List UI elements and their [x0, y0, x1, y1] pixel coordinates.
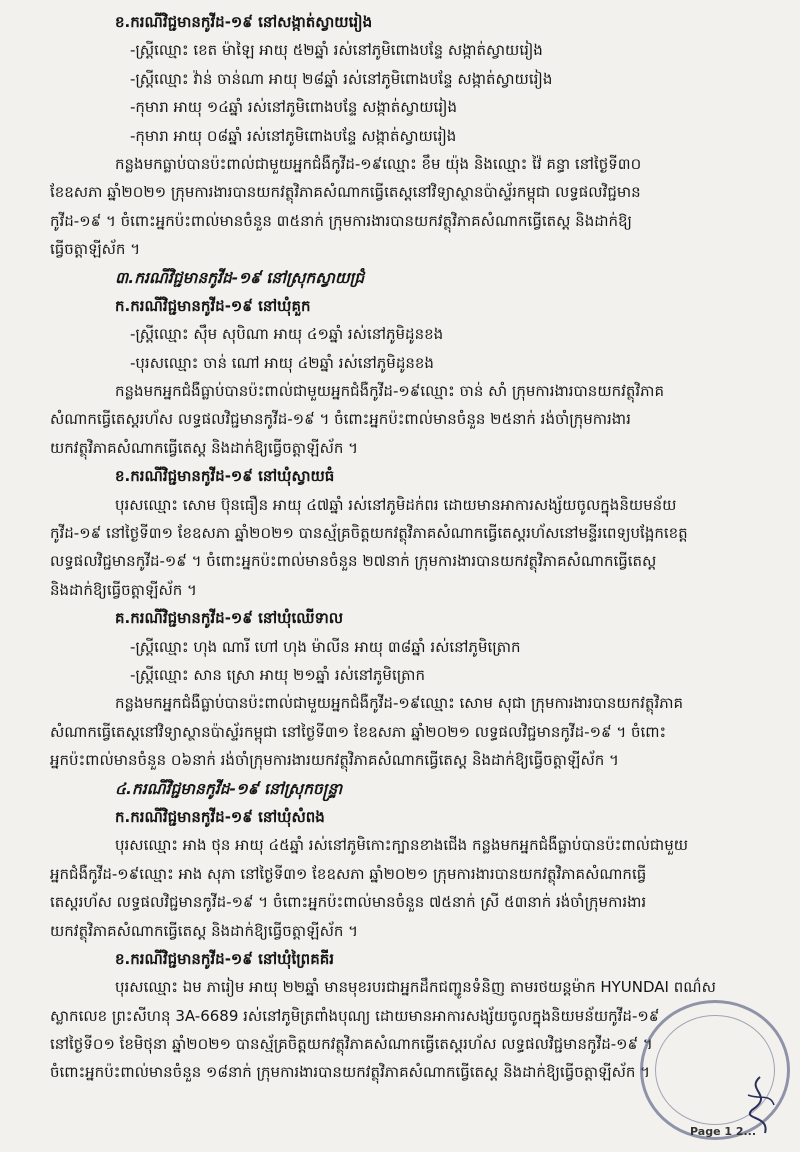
- paragraph-line: តេស្តរហ័ស លទ្ធផលវិជ្ជមានកូវីដ-១៩ ។ ចំពោះអ្នកប៉ះពាល់មានចំនួន ៧៥នាក់ ស្រី ៥៣នាក់ រង់ចាំក្រុមការងារ: [50, 893, 647, 912]
- paragraph-line: -ស្ត្រីឈ្មោះ សាន ស្រោ អាយុ ២១ឆ្នាំ រស់នៅភូមិត្រោក: [130, 665, 425, 684]
- subsection-heading: ខ.ករណីវិជ្ជមានកូវីដ-១៩ នៅសង្កាត់ស្វាយរៀង: [115, 13, 373, 31]
- paragraph-line: យកវត្ថុវិភាគសំណាកធ្វើតេស្ត និងដាក់ឱ្យធ្វើចត្តាឡីស័ក ។: [50, 438, 359, 457]
- paragraph-line: កន្លងមកធ្លាប់បានប៉ះពាល់ជាមួយអ្នកជំងឺកូវីដ-១៩ឈ្មោះ ខឹម យ៉ុង និងឈ្មោះ វ៉ៃ គន្ធា នៅថ្ងៃទី៣០: [115, 154, 642, 173]
- paragraph-line: ស្លាកលេខ ព្រះសីហនុ 3A-6689 រស់នៅភូមិត្រពាំងបុណ្យ ដោយមានអាការសង្ស័យចូលក្នុងនិយមន័យកូវីដ-១៩: [50, 1006, 660, 1025]
- paragraph-line: សំណាកធ្វើតេស្តនៅវិទ្យាស្ថានប៉ាស្ទ័រកម្ពុជា នៅថ្ងៃទី៣១ ខែឧសភា ឆ្នាំ២០២១ លទ្ធផលវិជ្ជមានកូវីដ-១៩ ។ ចំពោះ: [50, 722, 667, 741]
- paragraph-line: -ស្ត្រីឈ្មោះ វ៉ាន់ ចាន់ណា អាយុ ២៨ឆ្នាំ រស់នៅភូមិពោងបន្ទែ សង្កាត់ស្វាយរៀង: [130, 69, 553, 88]
- paragraph-line: នៅថ្ងៃទី០១ ខែមិថុនា ឆ្នាំ២០២១ បានស្ម័គ្រចិត្តយកវត្ថុវិភាគសំណាកធ្វើតេស្តរហ័ស លទ្ធផលវិជ្ជមានកូវីដ-១៩ ។: [50, 1035, 653, 1054]
- paragraph-line: បុរសឈ្មោះ អាង ថុន អាយុ ៤៥ឆ្នាំ រស់នៅភូមិកោះក្បានខាងជើង កន្លងមកអ្នកជំងឺធ្លាប់បានប៉ះពាល់ជាមួយ: [115, 836, 689, 855]
- official-seal-stamp: [640, 1000, 790, 1140]
- subsection-heading: ក.ករណីវិជ្ជមានកូវីដ-១៩ នៅឃុំសំពង: [115, 807, 325, 826]
- paragraph-line: -ស្ត្រីឈ្មោះ ខេត ម៉ាឡៃ អាយុ ៥២ឆ្នាំ រស់នៅភូមិពោងបន្ទែ សង្កាត់ស្វាយរៀង: [130, 41, 543, 60]
- section-heading: ៣.ករណីវិជ្ជមានកូវីដ-១៩ នៅស្រុកស្វាយជ្រំ: [115, 268, 365, 287]
- paragraph-line: -បុរសឈ្មោះ ចាន់ ណៅ អាយុ ៤២ឆ្នាំ រស់នៅភូមិដូនខង: [130, 353, 434, 372]
- paragraph-line: អ្នកប៉ះពាល់មានចំនួន ០៦នាក់ រង់ចាំក្រុមការងារយកវត្ថុវិភាគសំណាកធ្វើតេស្ត និងដាក់ឱ្យធ្វើចត្តាឡីស័ក ។: [50, 751, 619, 770]
- paragraph-line: -កុមារា អាយុ ១៤ឆ្នាំ រស់នៅភូមិពោងបន្ទែ សង្កាត់ស្វាយរៀង: [130, 98, 458, 117]
- paragraph-line: កន្លងមកអ្នកជំងឺធ្លាប់បានប៉ះពាល់ជាមួយអ្នកជំងឺកូវីដ-១៩ឈ្មោះ សោម សុជា ក្រុមការងារបានយកវត្ថុវិភាគ: [115, 694, 684, 713]
- paragraph-line: យកវត្ថុវិភាគសំណាកធ្វើតេស្ត និងដាក់ឱ្យធ្វើចត្តាឡីស័ក ។: [50, 921, 359, 940]
- subsection-heading: ខ.ករណីវិជ្ជមានកូវីដ-១៩ នៅឃុំស្វាយធំ: [115, 467, 335, 486]
- subsection-heading: ក.ករណីវិជ្ជមានកូវីដ-១៩ នៅឃុំគួក: [115, 296, 311, 315]
- paragraph-line: លទ្ធផលវិជ្ជមានកូវីដ-១៩ ។ ចំពោះអ្នកប៉ះពាល់មានចំនួន ២៧នាក់ ក្រុមការងារបានយកវត្ថុវិភាគសំណាកធ្វើតេស្ត: [50, 552, 657, 571]
- paragraph-line: សំណាកធ្វើតេស្តរហ័ស លទ្ធផលវិជ្ជមានកូវីដ-១៩ ។ ចំពោះអ្នកប៉ះពាល់មានចំនួន ២៥នាក់ រង់ចាំក្រុមការងារ: [50, 410, 631, 429]
- paragraph-line: បុរសឈ្មោះ ឯម ភារៀម អាយុ ២២ឆ្នាំ មានមុខរបរជាអ្នកដឹកជញ្ជូនទំនិញ តាមរថយន្តម៉ាក HYUNDAI ពណ៌ស: [115, 978, 716, 997]
- document-body: [20, 8, 780, 1087]
- paragraph-line: ខែឧសភា ឆ្នាំ២០២១ ក្រុមការងារបានយកវត្ថុវិភាគសំណាកធ្វើតេស្តនៅវិទ្យាស្ថានប៉ាស្ទ័រកម្ពុជា លទ្ធផលវិជ្ជមាន: [50, 183, 641, 202]
- subsection-heading: ខ.ករណីវិជ្ជមានកូវីដ-១៩ នៅឃុំព្រៃគគីរ: [115, 949, 335, 968]
- paragraph-line: -ស្ត្រីឈ្មោះ ស៊ឹម សុបិណា អាយុ ៤១ឆ្នាំ រស់នៅភូមិដូនខង: [130, 325, 444, 344]
- paragraph-line: ធ្វើចត្តាឡីស័ក ។: [50, 240, 141, 259]
- paragraph-line: កូវីដ-១៩ ។ ចំពោះអ្នកប៉ះពាល់មានចំនួន ៣៥នាក់ ក្រុមការងារបានយកវត្ថុវិភាគសំណាកធ្វើតេស្ត និងដាក់ឱ្យ: [50, 211, 633, 230]
- paragraph-line: កូវីដ-១៩ នៅថ្ងៃទី៣១ ខែឧសភា ឆ្នាំ២០២១ បានស្ម័គ្រចិត្តយកវត្ថុវិភាគសំណាកធ្វើតេស្តរហ័សនៅមន្ទីរពេទ្យបង្អែកខេត្ត: [50, 524, 688, 543]
- page-number: Page 1 2...: [690, 1125, 757, 1138]
- paragraph-line: និងដាក់ឱ្យធ្វើចត្តាឡីស័ក ។: [50, 580, 197, 599]
- paragraph-line: ចំពោះអ្នកប៉ះពាល់មានចំនួន ១៨នាក់ ក្រុមការងារបានយកវត្ថុវិភាគសំណាកធ្វើតេស្ត និងដាក់ឱ្យធ្វើចត្តាឡីស័ក ។: [50, 1063, 651, 1082]
- paragraph-line: -កុមារា អាយុ ០៨ឆ្នាំ រស់នៅភូមិពោងបន្ទែ សង្កាត់ស្វាយរៀង: [130, 126, 457, 145]
- paragraph-line: បុរសឈ្មោះ សោម ប៊ុនធឿន អាយុ ៤៧ឆ្នាំ រស់នៅភូមិដក់ពរ ដោយមានអាការសង្ស័យចូលក្នុងនិយមន័យ: [115, 495, 677, 514]
- paragraph-line: -ស្ត្រីឈ្មោះ ហុង ណារី ហៅ ហុង ម៉ាលីន អាយុ ៣៨ឆ្នាំ រស់នៅភូមិត្រោក: [130, 637, 521, 656]
- paragraph-line: អ្នកជំងឺកូវីដ-១៩ឈ្មោះ អាង សុភា នៅថ្ងៃទី៣១ ខែឧសភា ឆ្នាំ២០២១ ក្រុមការងារបានយកវត្ថុវិភាគសំណាកធ្វើ: [50, 864, 647, 883]
- paragraph-line: កន្លងមកអ្នកជំងឺធ្លាប់បានប៉ះពាល់ជាមួយអ្នកជំងឺកូវីដ-១៩ឈ្មោះ ចាន់ សាំ ក្រុមការងារបានយកវត្ថុវិភាគ: [115, 382, 664, 401]
- section-heading: ៤.ករណីវិជ្ជមានកូវីដ-១៩ នៅស្រុកចន្ទ្រា: [115, 779, 343, 798]
- subsection-heading: គ.ករណីវិជ្ជមានកូវីដ-១៩ នៅឃុំឈើទាល: [115, 609, 344, 628]
